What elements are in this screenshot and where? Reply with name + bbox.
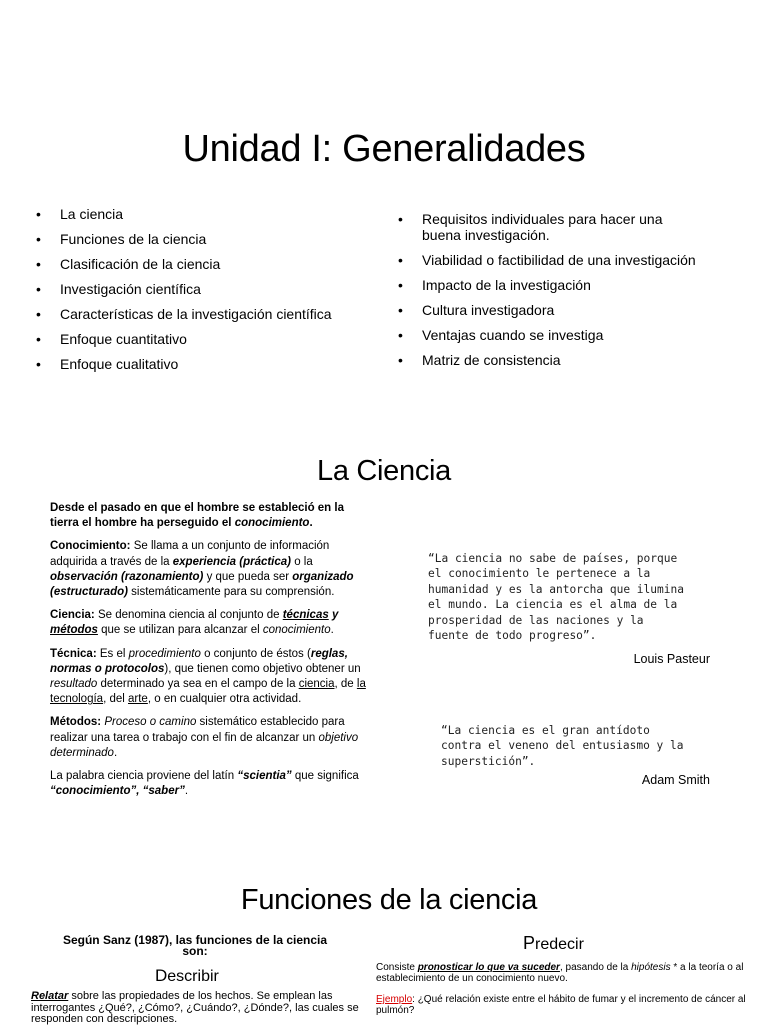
conocimiento-paragraph: Conocimiento: Se llama a un conjunto de información adquirida a través de la experiencia (práctica) o la observación (razonamiento) y que pueda ser organizado (estructurado) sistemáticamente para su comprensión. bbox=[50, 540, 354, 599]
page-title: Unidad I: Generalidades bbox=[182, 128, 586, 170]
predecir-text: Consiste pronosticar lo que va suceder, pasando de la hipótesis * a la teoría o al establecimiento de un conocimiento nuevo. bbox=[376, 962, 744, 984]
list-item: • La ciencia bbox=[36, 206, 336, 222]
section-title-la-ciencia: La Ciencia bbox=[316, 455, 452, 487]
list-item: • Cultura investigadora bbox=[398, 302, 698, 318]
tecnica-paragraph: Técnica: Es el procedimiento o conjunto de éstos (reglas, normas o protocolos), que tienen como objetivo obtener un resultado determinado ya sea en el campo de la ciencia, de la tecnología, del arte, o en cualquier otra actividad. bbox=[50, 647, 366, 706]
list-item: • Matriz de consistencia bbox=[398, 352, 698, 368]
pasteur-quote: “La ciencia no sabe de países, porque el conocimiento le pertenece a la humanidad y es la antorcha que ilumina el mundo. La ciencia es el alma de la prosperidad de las naciones y la fuente de todo progreso”. bbox=[428, 552, 684, 643]
quote-author: Louis Pasteur bbox=[633, 652, 710, 666]
etymology-paragraph: La palabra ciencia proviene del latín “scientia” que significa “conocimiento”, “saber”. bbox=[50, 770, 359, 798]
intro-paragraph: Desde el pasado en que el hombre se estableció en la tierra el hombre ha perseguido el conocimiento. bbox=[50, 502, 344, 530]
list-item: • Ventajas cuando se investiga bbox=[398, 327, 698, 343]
list-item: • Investigación científica bbox=[36, 281, 336, 297]
predecir-heading: Predecir bbox=[523, 933, 584, 953]
list-item: • Funciones de la ciencia bbox=[36, 231, 336, 247]
quote-author: Adam Smith bbox=[641, 773, 710, 787]
sanz-heading: Según Sanz (1987), las funciones de la ciencia son: bbox=[62, 933, 328, 958]
section-title-funciones: Funciones de la ciencia bbox=[240, 884, 538, 916]
topics-list-right bbox=[398, 211, 698, 377]
smith-quote: “La ciencia es el gran antídoto contra el veneno del entusiasmo y la superstición”. bbox=[441, 724, 684, 768]
list-item: • Enfoque cuantitativo bbox=[36, 331, 336, 347]
ciencia-paragraph: Ciencia: Se denomina ciencia al conjunto de técnicas y métodos que se utilizan para alcanzar el conocimiento. bbox=[50, 609, 339, 637]
describir-heading: Describir bbox=[155, 966, 219, 985]
definitions-block bbox=[50, 501, 368, 807]
list-item: • Características de la investigación científica bbox=[36, 306, 336, 322]
list-item: • Impacto de la investigación bbox=[398, 277, 698, 293]
describir-text: Relatar sobre las propiedades de los hechos. Se emplean las interrogantes ¿Qué?, ¿Cómo?, ¿Cuándo?, ¿Dónde?, las cuales se responden con descripciones. bbox=[31, 990, 359, 1025]
list-item: • Viabilidad o factibilidad de una investigación bbox=[398, 252, 698, 268]
metodos-paragraph: Métodos: Proceso o camino sistemático establecido para realizar una tarea o trabajo con el fin de alcanzar un objetivo determinado. bbox=[50, 716, 359, 759]
list-item: • Enfoque cualitativo bbox=[36, 356, 336, 372]
topics-list-left bbox=[36, 206, 336, 381]
list-item: • Requisitos individuales para hacer una buena investigación. bbox=[398, 211, 698, 243]
example-text: Ejemplo: ¿Qué relación existe entre el hábito de fumar y el incremento de cáncer al pulmón? bbox=[376, 994, 746, 1016]
list-item: • Clasificación de la ciencia bbox=[36, 256, 336, 272]
